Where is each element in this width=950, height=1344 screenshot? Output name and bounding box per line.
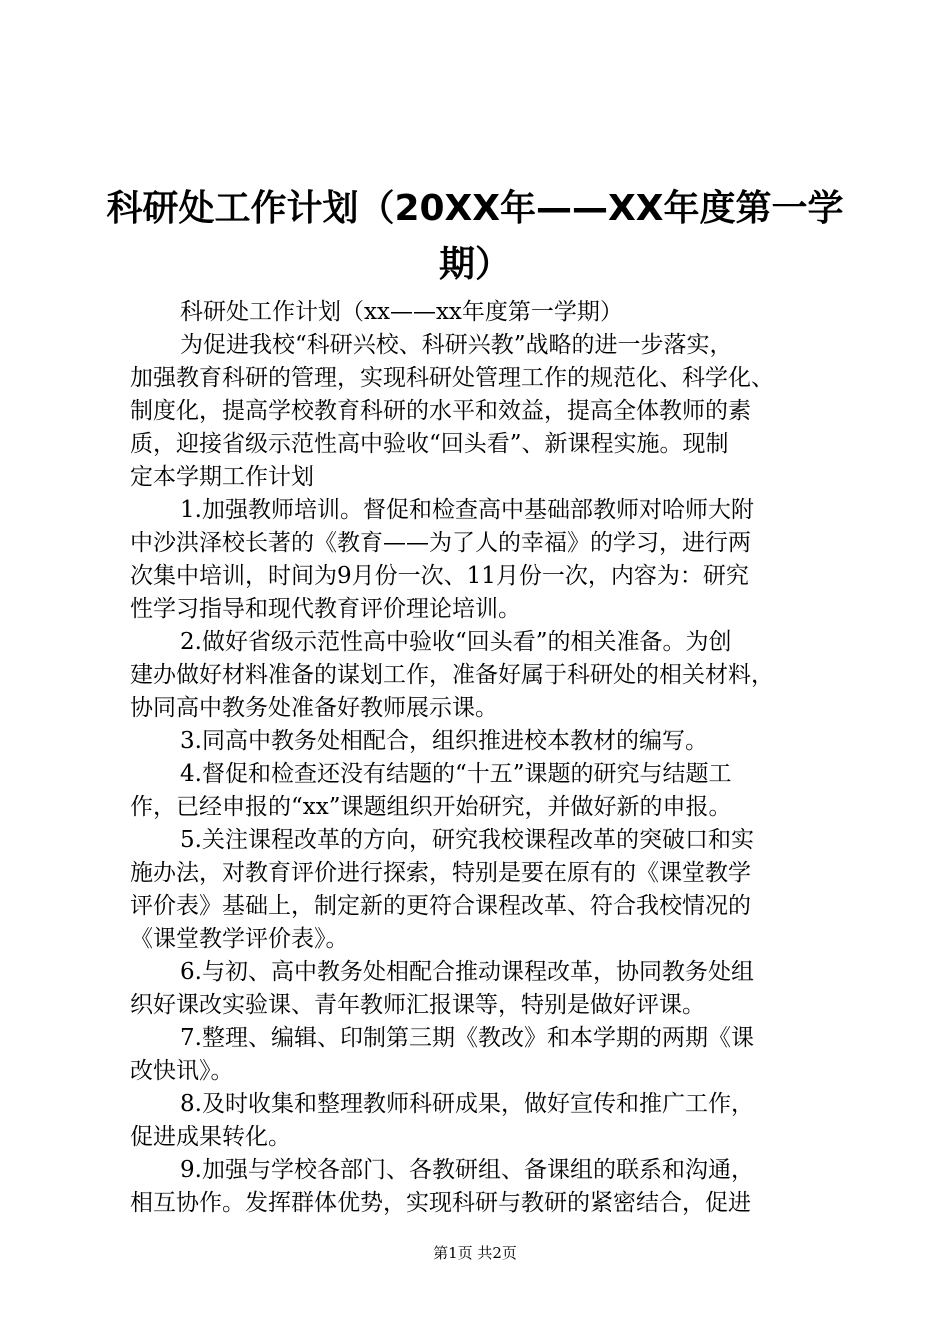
body-line: 评价表》基础上，制定新的更符合课程改革、符合我校情况的 — [130, 893, 751, 919]
body-line: 织好课改实验课、青年教师汇报课等，特别是做好评课。 — [130, 992, 705, 1018]
body-line: 作，已经申报的“xx”课题组织开始研究，并做好新的申报。 — [130, 794, 732, 820]
body-line: 改快讯》。 — [130, 1058, 234, 1084]
body-line: 6.与初、高中教务处相配合推动课程改革，协同教务处组 — [180, 959, 754, 985]
body-line: 施办法，对教育评价进行探索，特别是要在原有的《课堂教学 — [130, 860, 751, 886]
document-body — [130, 296, 830, 1220]
body-line: 4.督促和检查还没有结题的“十五”课题的研究与结题工 — [180, 761, 732, 787]
body-line: 定本学期工作计划 — [130, 464, 314, 490]
body-line: 质，迎接省级示范性高中验收“回头看”、新课程实施。现制 — [130, 431, 729, 457]
body-line: 次集中培训，时间为9月份一次、11月份一次，内容为：研究 — [130, 563, 749, 589]
body-line: 制度化，提高学校教育科研的水平和效益，提高全体教师的素 — [130, 398, 751, 424]
body-line: 7.整理、编辑、印制第三期《教改》和本学期的两期《课 — [180, 1025, 754, 1051]
body-line: 科研处工作计划（xx——xx年度第一学期） — [180, 299, 623, 325]
body-line: 5.关注课程改革的方向，研究我校课程改革的突破口和实 — [180, 827, 754, 853]
body-line: 8.及时收集和整理教师科研成果，做好宣传和推广工作， — [180, 1091, 754, 1117]
body-line: 促进成果转化。 — [130, 1124, 291, 1150]
body-line: 3.同高中教务处相配合，组织推进校本教材的编写。 — [180, 728, 708, 754]
body-line: 2.做好省级示范性高中验收“回头看”的相关准备。为创 — [180, 629, 732, 655]
body-line: 协同高中教务处准备好教师展示课。 — [130, 695, 498, 721]
body-line: 加强教育科研的管理，实现科研处管理工作的规范化、科学化、 — [130, 365, 774, 391]
body-line: 中沙洪泽校长著的《教育——为了人的幸福》的学习，进行两 — [130, 530, 751, 556]
document-title-line-1: 科研处工作计划（20XX年——XX年度第一学 — [106, 188, 844, 229]
body-line: 建办做好材料准备的谋划工作，准备好属于科研处的相关材料， — [130, 662, 774, 688]
body-line: 《课堂教学评价表》。 — [130, 926, 349, 952]
body-line: 1.加强教师培训。督促和检查高中基础部教师对哈师大附 — [180, 497, 754, 523]
body-line: 相互协作。发挥群体优势，实现科研与教研的紧密结合，促进 — [130, 1190, 751, 1216]
body-line: 性学习指导和现代教育评价理论培训。 — [130, 596, 521, 622]
page-number-footer: 第1页 共2页 — [433, 1244, 517, 1262]
document-title-line-2: 期） — [438, 244, 511, 285]
body-line: 9.加强与学校各部门、各教研组、备课组的联系和沟通， — [180, 1157, 754, 1183]
body-line: 为促进我校“科研兴校、科研兴教”战略的进一步落实， — [180, 332, 733, 358]
